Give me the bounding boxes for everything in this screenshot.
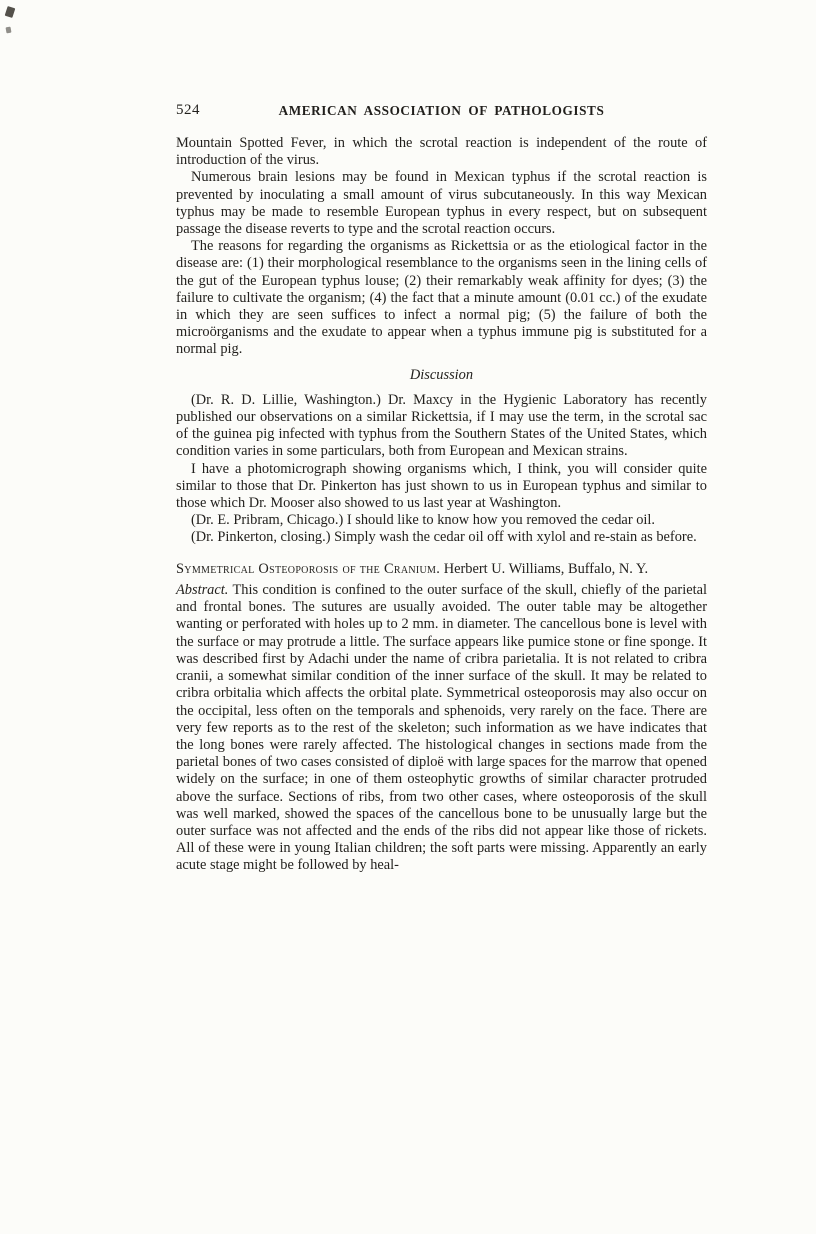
body-paragraph: The reasons for regarding the organisms as Rickettsia or as the etiological factor in the disease are: (1) their morphological resemblance to the organisms seen in the lining cells of the gut of the European typhus louse; (2) their remarkably weak affinity for dyes; (3) the failure to cultivate the organism; (4) the fact that a minute amount (0.01 cc.) of the exudate in which they are seen suffices to infect a normal pig; (5) the failure of both the microörganisms and the exudate to appear when a typhus immune pig is substituted for a normal pig. [176, 238, 707, 358]
body-paragraph: Numerous brain lesions may be found in Mexican typhus if the scrotal reaction is prevented by inoculating a small amount of virus subcutaneously. In this way Mexican typhus may be made to resemble European typhus in every respect, but on subsequent passage the disease reverts to type and the scrotal reaction occurs. [176, 169, 707, 238]
discussion-paragraph: I have a photomicrograph showing organisms which, I think, you will consider quite similar to those that Dr. Pinkerton has just shown to us in European typhus and similar to those which Dr. Mooser also showed to us last year at Washington. [176, 460, 707, 512]
text-column [176, 101, 707, 875]
page-header [176, 101, 707, 120]
scan-artifact-speck [5, 6, 16, 18]
next-paper-heading [176, 561, 707, 578]
paper-title: Symmetrical Osteoporosis of the Cranium. [176, 560, 441, 577]
paper-author: Herbert U. Williams, Buffalo, N. Y. [443, 560, 649, 577]
scan-artifact-speck [6, 27, 12, 34]
discussion-paragraph: (Dr. R. D. Lillie, Washington.) Dr. Maxcy in the Hygienic Laboratory has recently published our observations on a similar Rickettsia, if I may use the term, in the scrotal sac of the guinea pig infected with typhus from the Southern States of the United States, which condition varies in some particulars, both from European and Mexican strains. [176, 391, 707, 460]
discussion-heading: Discussion [409, 366, 474, 383]
body-paragraph: Mountain Spotted Fever, in which the scrotal reaction is independent of the route of introduction of the virus. [176, 135, 707, 169]
discussion-paragraph: (Dr. E. Pribram, Chicago.) I should like to know how you removed the cedar oil. [191, 512, 655, 529]
discussion-paragraph: (Dr. Pinkerton, closing.) Simply wash the cedar oil off with xylol and re-stain as before. [191, 529, 697, 546]
abstract-label: Abstract. [176, 582, 229, 599]
abstract-text: This condition is confined to the outer surface of the skull, chiefly of the parietal and frontal bones. The sutures are usually avoided. The outer table may be altogether wanting or perforated with holes up to 2 mm. in diameter. The cancellous bone is level with the surface or may protrude a little. The surface appears like pumice stone or fine sponge. It was described first by Adachi under the name of cribra parietalia. It is not related to cribra cranii, a somewhat similar condition of the inner surface of the skull. It may be related to cribra orbitalia which affects the orbital plate. Symmetrical osteoporosis may also occur on the occipital, less often on the temporals and sphenoids, very rarely on the face. There are very few reports as to the rest of the skeleton; such information as we have indicates that the long bones were rarely affected. The histological changes in sections made from the parietal bones of two cases consisted of diploë with large spaces for the marrow that opened widely on the surface; in one of them osteophytic growths of similar character protruded above the surface. Sections of ribs, from two other cases, where osteoporosis of the skull was well marked, showed the spaces of the cancellous bone to be unusually large but the outer surface was not affected and the ends of the ribs did not appear like those of rickets. All of these were in young Italian children; the soft parts were missing. Apparently an early acute stage might be followed by heal- [176, 582, 707, 874]
abstract-paragraph [176, 582, 707, 874]
page-number: 524 [176, 102, 200, 118]
running-head: AMERICAN ASSOCIATION OF PATHOLOGISTS [278, 103, 605, 118]
